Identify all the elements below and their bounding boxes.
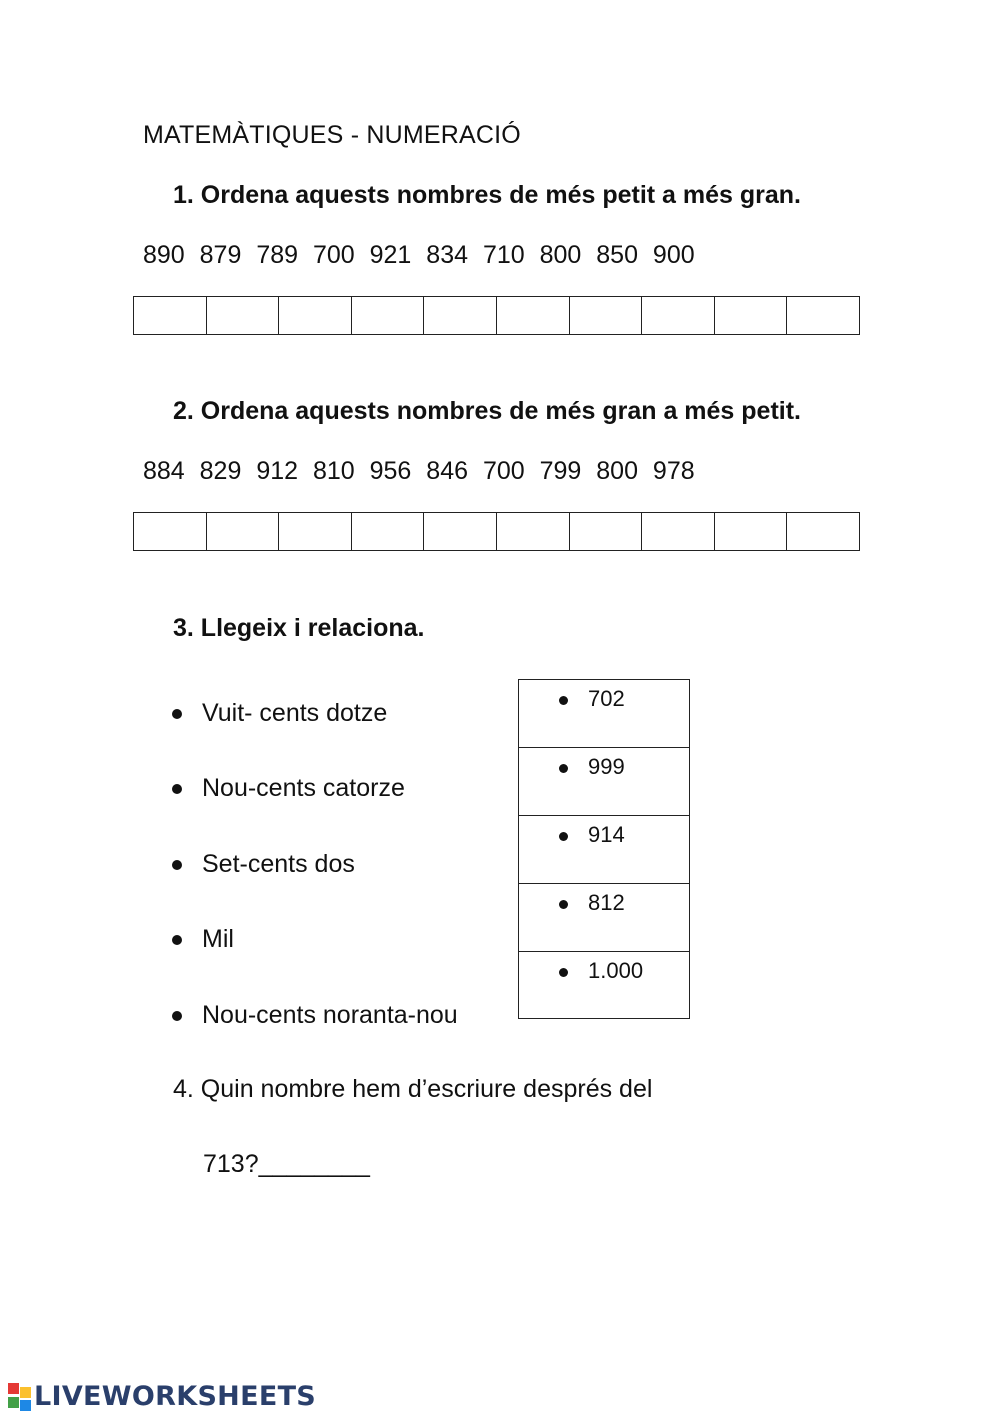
answer-cell-3[interactable] [279,297,352,334]
answer-cell-1[interactable] [134,297,207,334]
answer-cell-9[interactable] [715,297,788,334]
answer-cell-4[interactable] [352,297,425,334]
word-label: Mil [202,925,234,953]
word-label: Set-cents dos [202,850,355,878]
word-item[interactable] [172,774,405,803]
answer-cell-7[interactable] [570,513,643,550]
answer-cell-5[interactable] [424,297,497,334]
number-label: 812 [588,890,625,915]
exercise-1-answer-grid [133,296,860,335]
exercise-1-numbers: 890 879 789 700 921 834 710 800 850 900 [143,241,695,269]
word-label: Vuit- cents dotze [202,699,388,727]
word-item[interactable] [172,699,387,728]
word-item[interactable] [172,925,234,954]
answer-cell-1[interactable] [134,513,207,550]
logo-icon [8,1383,32,1411]
exercise-4-question: 4. Quin nombre hem d’escriure després del [173,1075,653,1103]
word-item[interactable] [172,850,355,879]
bullet-icon [559,832,568,841]
number-label: 914 [588,822,625,847]
bullet-icon [172,1011,182,1021]
bullet-icon [172,784,182,794]
answer-cell-10[interactable] [787,513,859,550]
bullet-icon [559,764,568,773]
exercise-1-heading: 1. Ordena aquests nombres de més petit a més gran. [173,181,801,209]
bullet-icon [559,968,568,977]
bullet-icon [172,709,182,719]
number-label: 1.000 [588,958,644,983]
liveworksheets-logo [8,1381,316,1412]
number-item[interactable] [519,748,689,816]
number-answer-box [518,679,690,1019]
bullet-icon [172,860,182,870]
word-item[interactable] [172,1001,458,1030]
bullet-icon [559,900,568,909]
word-label: Nou-cents noranta-nou [202,1001,458,1029]
answer-cell-8[interactable] [642,297,715,334]
page-title: MATEMÀTIQUES - NUMERACIÓ [143,121,521,149]
bullet-icon [172,935,182,945]
exercise-2-heading: 2. Ordena aquests nombres de més gran a més petit. [173,397,801,425]
answer-cell-2[interactable] [207,513,280,550]
bullet-icon [559,696,568,705]
answer-cell-6[interactable] [497,297,570,334]
number-item[interactable] [519,680,689,748]
exercise-3-heading: 3. Llegeix i relaciona. [173,614,425,642]
answer-cell-5[interactable] [424,513,497,550]
exercise-2-answer-grid [133,512,860,551]
exercise-4-answer-line[interactable]: 713?________ [203,1150,370,1178]
answer-cell-10[interactable] [787,297,859,334]
logo-text: LIVEWORKSHEETS [34,1381,317,1412]
word-label: Nou-cents catorze [202,774,405,802]
number-item[interactable] [519,884,689,952]
answer-cell-9[interactable] [715,513,788,550]
exercise-2-numbers: 884 829 912 810 956 846 700 799 800 978 [143,457,695,485]
answer-cell-7[interactable] [570,297,643,334]
answer-cell-4[interactable] [352,513,425,550]
number-item[interactable] [519,952,689,1020]
number-label: 999 [588,754,625,779]
answer-cell-6[interactable] [497,513,570,550]
answer-cell-2[interactable] [207,297,280,334]
answer-cell-3[interactable] [279,513,352,550]
answer-cell-8[interactable] [642,513,715,550]
number-label: 702 [588,686,625,711]
number-item[interactable] [519,816,689,884]
